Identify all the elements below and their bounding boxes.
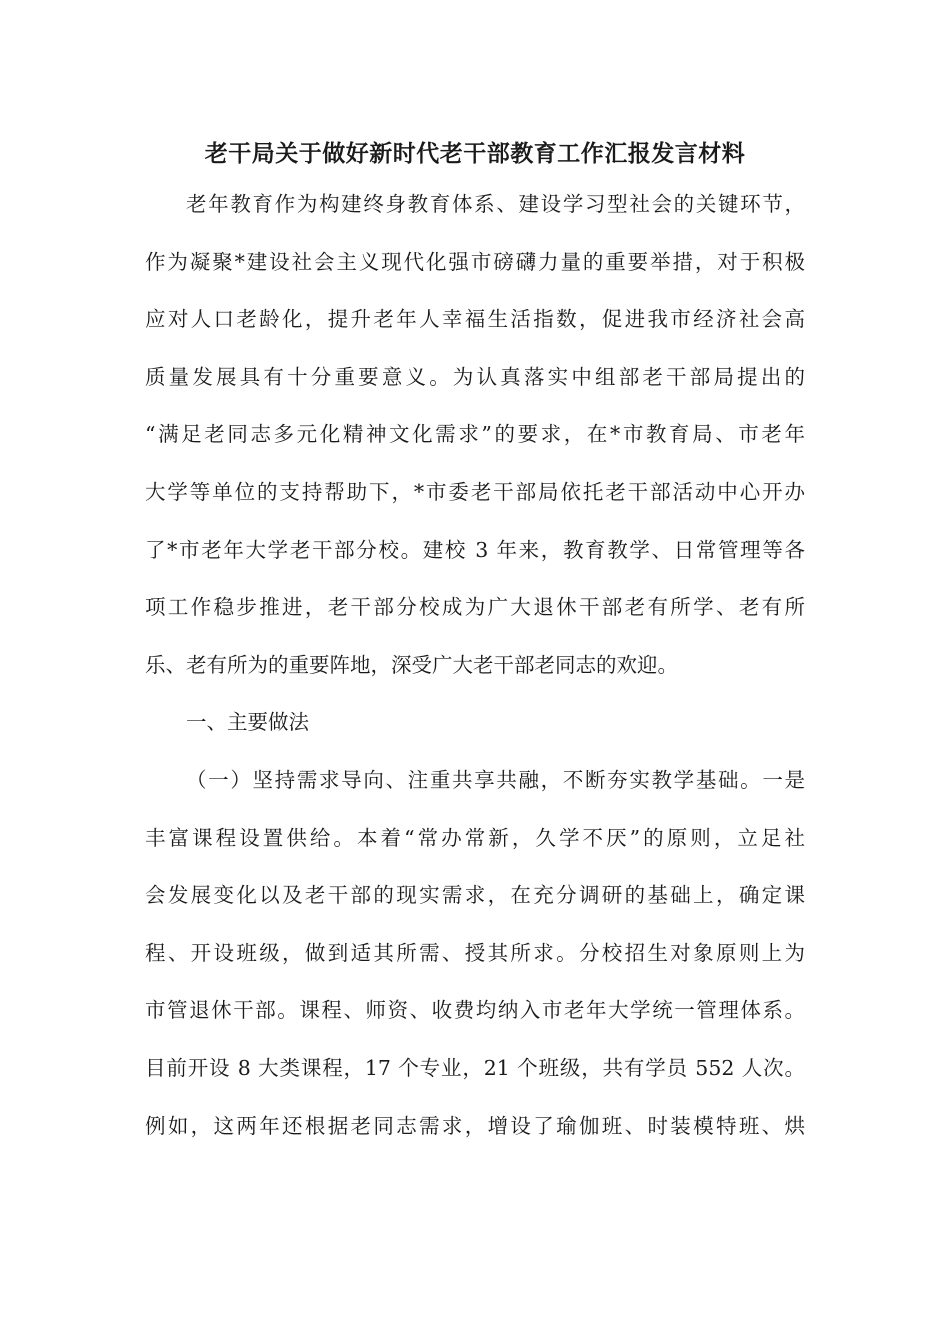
text-line: 丰富课程设置供给。本着“常办常新，久学不厌”的原则，立足社 [145, 825, 805, 850]
text-line: 乐、老有所为的重要阵地，深受广大老干部老同志的欢迎。 [145, 652, 678, 677]
text-line: 质量发展具有十分重要意义。为认真落实中组部老干部局提出的 [145, 364, 805, 389]
text-line: （一）坚持需求导向、注重共享共融，不断夯实教学基础。一是 [186, 767, 805, 792]
text-line: “满足老同志多元化精神文化需求”的要求，在*市教育局、市老年 [145, 422, 805, 447]
text-line: 一、主要做法 [186, 710, 309, 735]
text-line: 会发展变化以及老干部的现实需求，在充分调研的基础上，确定课 [145, 883, 805, 908]
document-body [145, 176, 805, 1155]
text-line: 老年教育作为构建终身教育体系、建设学习型社会的关键环节， [186, 192, 805, 216]
document-title: 老干局关于做好新时代老干部教育工作汇报发言材料 [204, 140, 746, 167]
text-line: 大学等单位的支持帮助下，*市委老干部局依托老干部活动中心开办 [145, 479, 805, 504]
text-line: 目前开设 8 大类课程，17 个专业，21 个班级，共有学员 552 人次。 [145, 1055, 805, 1080]
text-line: 了*市老年大学老干部分校。建校 3 年来，教育教学、日常管理等各 [145, 537, 805, 562]
text-line: 程、开设班级，做到适其所需、授其所求。分校招生对象原则上为 [145, 940, 805, 965]
text-line: 例如，这两年还根据老同志需求，增设了瑜伽班、时装模特班、烘 [145, 1113, 805, 1138]
text-line: 应对人口老龄化，提升老年人幸福生活指数，促进我市经济社会高 [145, 307, 805, 332]
text-line: 市管退休干部。课程、师资、收费均纳入市老年大学统一管理体系。 [145, 998, 805, 1023]
text-line: 作为凝聚*建设社会主义现代化强市磅礴力量的重要举措，对于积极 [145, 249, 805, 274]
text-line: 项工作稳步推进，老干部分校成为广大退休干部老有所学、老有所 [145, 595, 805, 620]
